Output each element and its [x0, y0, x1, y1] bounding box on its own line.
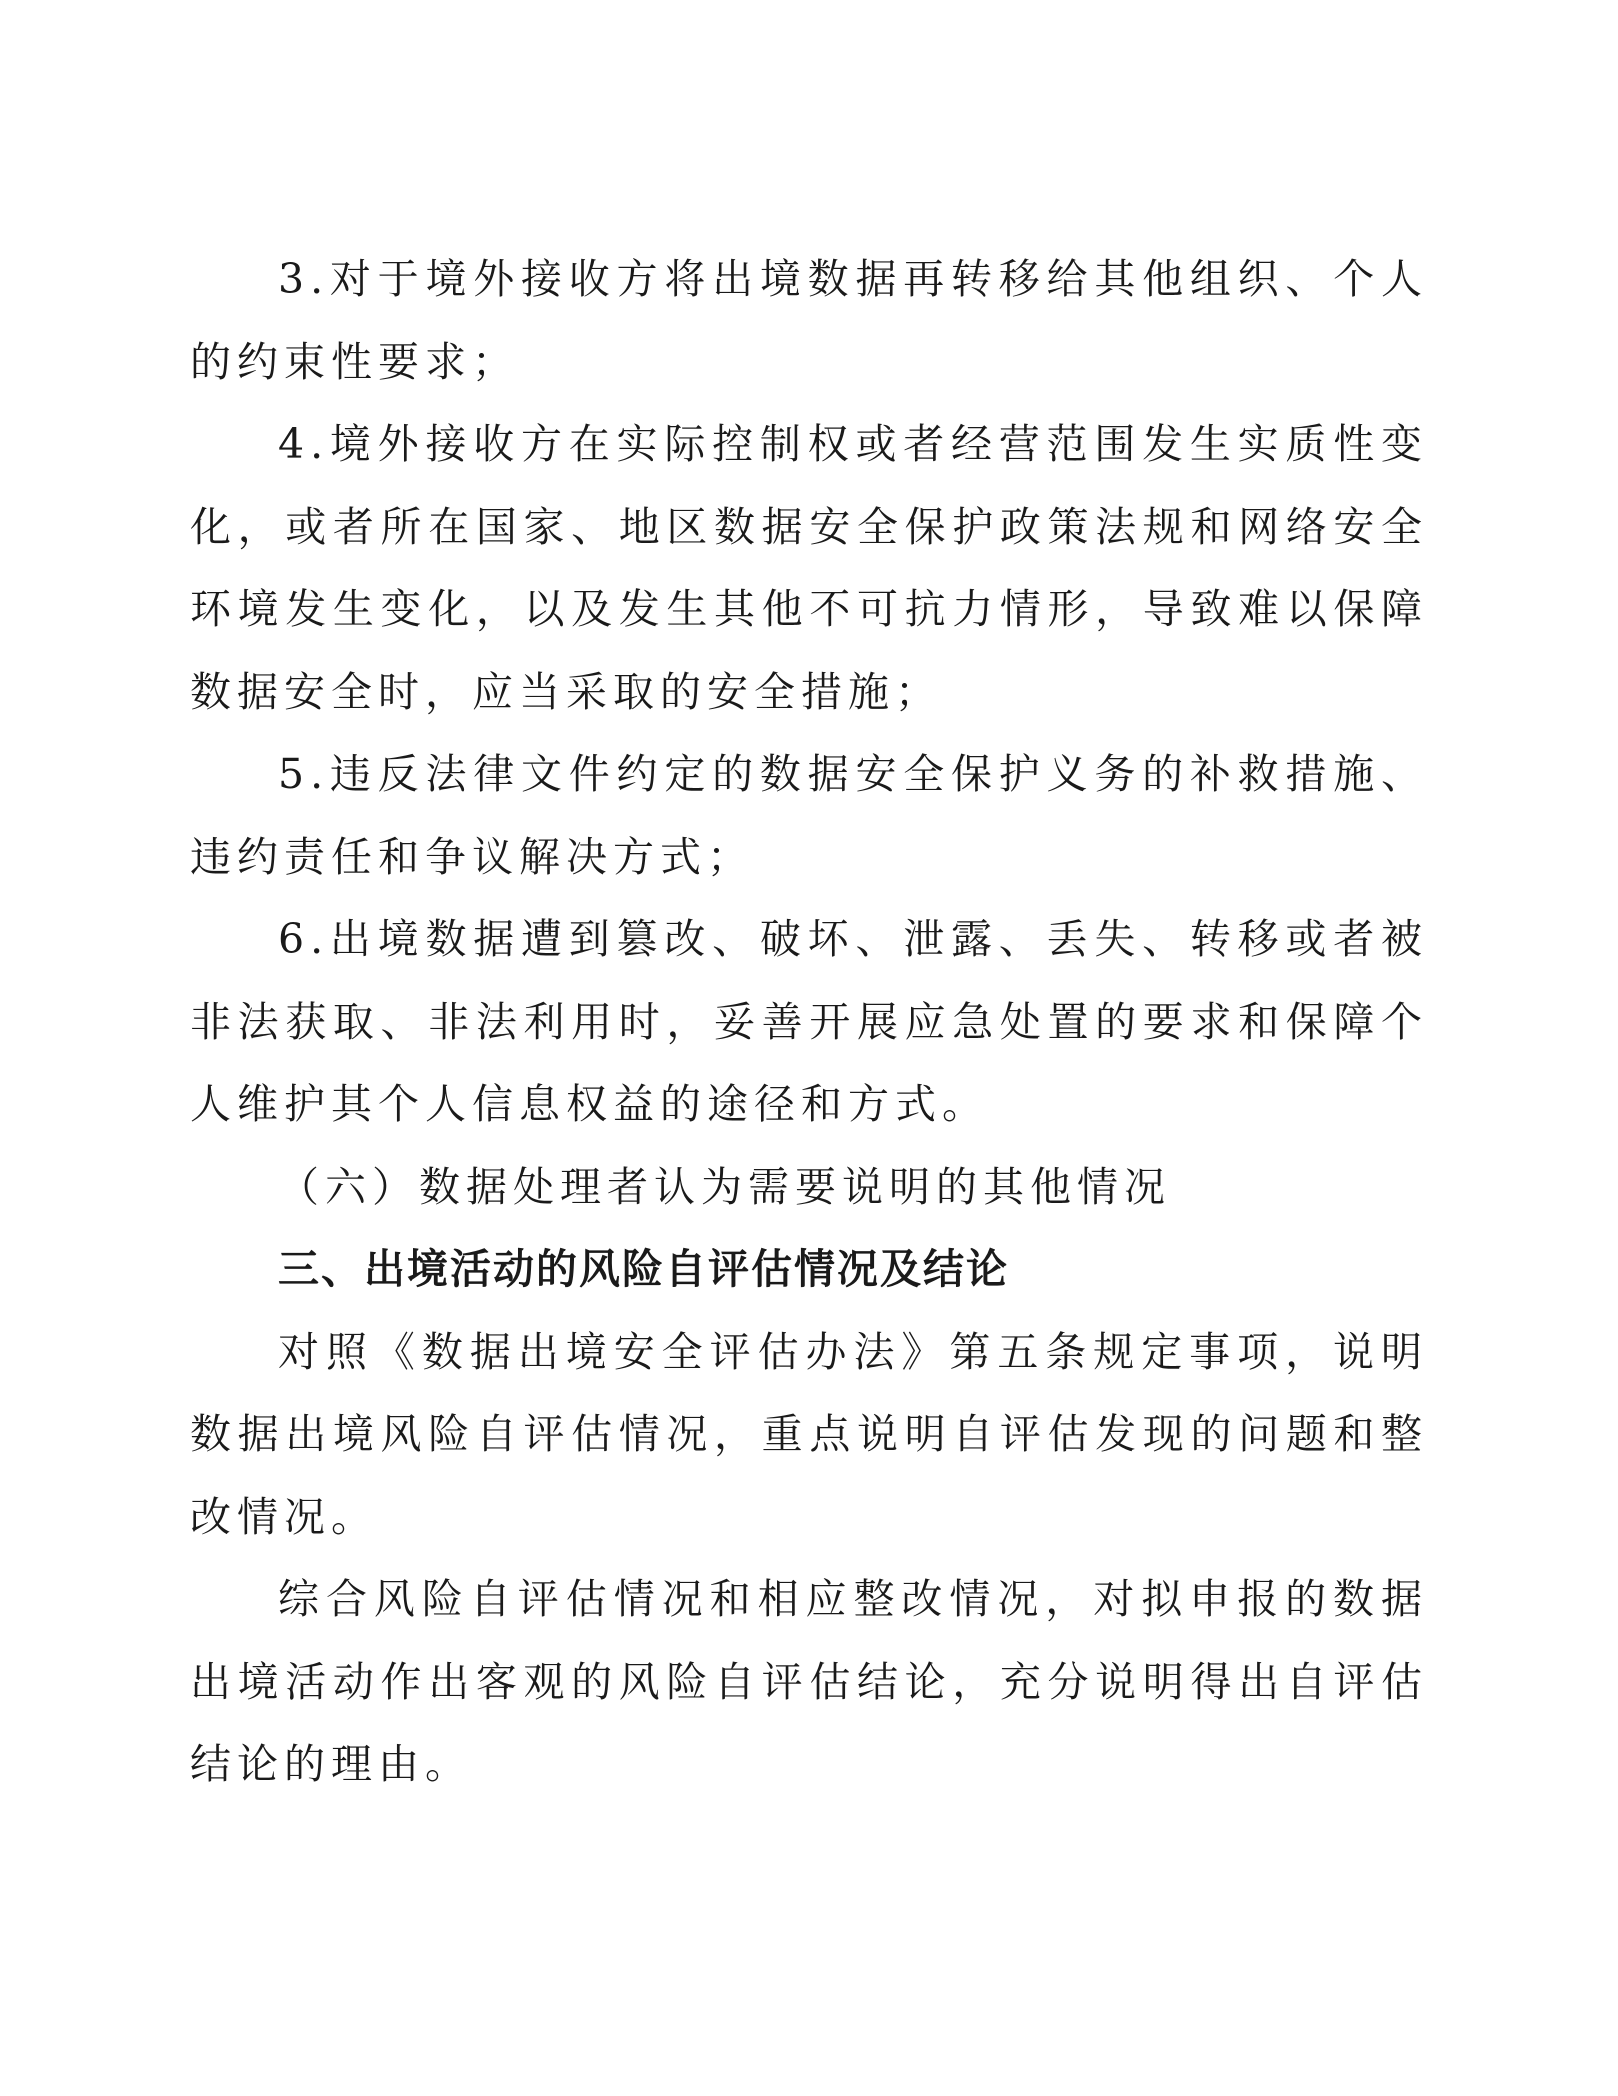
list-item-5: 5.违反法律文件约定的数据安全保护义务的补救措施、违约责任和争议解决方式； [190, 750, 1428, 881]
list-item-6: 6.出境数据遭到篡改、破坏、泄露、丢失、转移或者被非法获取、非法利用时，妥善开展应急处置的要求和保障个人维护其个人信息权益的途径和方式。 [190, 915, 1428, 1128]
section-heading-risk-self-assessment: 三、出境活动的风险自评估情况及结论 [278, 1245, 1009, 1293]
document-body [190, 238, 1428, 1806]
subheading-other-situations: （六）数据处理者认为需要说明的其他情况 [278, 1162, 1171, 1211]
body-paragraph-assessment: 对照《数据出境安全评估办法》第五条规定事项，说明数据出境风险自评估情况，重点说明自评估发现的问题和整改情况。 [190, 1327, 1428, 1541]
body-paragraph-conclusion: 综合风险自评估情况和相应整改情况，对拟申报的数据出境活动作出客观的风险自评估结论，充分说明得出自评估结论的理由。 [190, 1575, 1428, 1788]
list-item-4: 4.境外接收方在实际控制权或者经营范围发生实质性变化，或者所在国家、地区数据安全保护政策法规和网络安全环境发生变化，以及发生其他不可抗力情形，导致难以保障数据安全时，应当采取的安全措施； [190, 420, 1428, 716]
list-item-3: 3.对于境外接收方将出境数据再转移给其他组织、个人的约束性要求； [190, 255, 1428, 386]
